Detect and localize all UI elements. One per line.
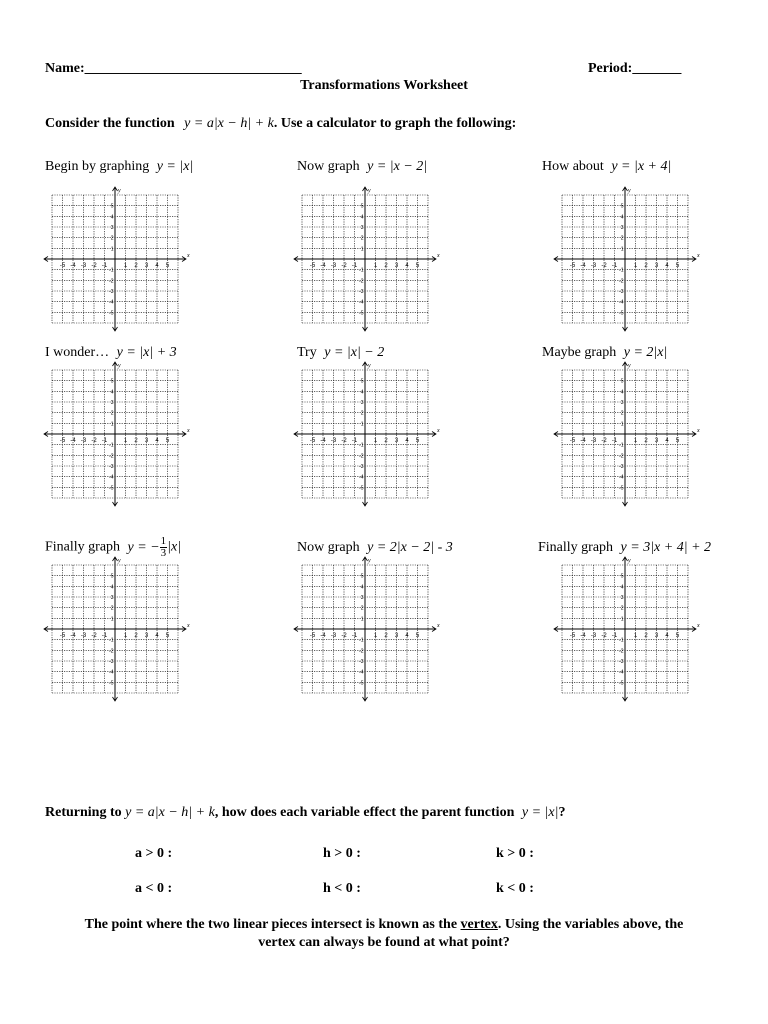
- returning-suffix: ?: [558, 805, 566, 820]
- y-tick-label: 2: [360, 410, 364, 417]
- x-tick-label: -3: [80, 633, 87, 639]
- x-tick-label: -4: [580, 263, 586, 269]
- x-tick-label: 2: [644, 438, 648, 444]
- x-tick-label: -1: [611, 438, 618, 444]
- y-tick-label: 1: [360, 246, 364, 253]
- x-tick-label: -2: [91, 438, 97, 444]
- x-tick-label: -5: [59, 633, 66, 639]
- y-tick-label: 5: [360, 203, 364, 210]
- y-tick-label: 2: [360, 235, 364, 242]
- y-tick-label: -5: [619, 485, 624, 492]
- prompt-3: [542, 159, 671, 175]
- y-tick-label: -1: [109, 637, 114, 644]
- x-tick-label: -5: [309, 263, 316, 269]
- x-tick-label: -3: [330, 633, 337, 639]
- x-tick-label: 5: [415, 263, 420, 269]
- x-tick-label: -3: [80, 438, 87, 444]
- y-tick-label: -3: [359, 464, 364, 470]
- x-tick-label: 3: [144, 263, 149, 269]
- y-tick-label: 2: [110, 235, 114, 242]
- y-tick-label: 2: [620, 605, 624, 612]
- x-tick-label: -4: [580, 438, 586, 444]
- x-axis-label: x: [697, 428, 700, 434]
- y-tick-label: -3: [619, 289, 624, 295]
- prompt-7: [45, 536, 181, 559]
- x-tick-label: -1: [351, 438, 358, 444]
- x-tick-label: 1: [123, 263, 128, 269]
- y-tick-label: 1: [360, 616, 364, 623]
- y-tick-label: -1: [359, 267, 364, 274]
- x-tick-label: -4: [70, 263, 76, 269]
- y-tick-label: 3: [110, 400, 114, 406]
- y-tick-label: 4: [360, 584, 364, 591]
- x-axis-label: x: [187, 253, 190, 259]
- x-tick-label: -2: [91, 633, 97, 639]
- y-tick-label: -5: [109, 680, 114, 687]
- x-tick-label: 2: [384, 633, 388, 639]
- x-axis-label: x: [697, 253, 700, 259]
- x-tick-label: 2: [384, 438, 388, 444]
- prompt-4-equation: y = |x| + 3: [116, 345, 177, 360]
- y-tick-label: 3: [620, 400, 624, 406]
- y-tick-label: -2: [619, 453, 624, 460]
- y-tick-label: -3: [109, 289, 114, 295]
- x-tick-label: -4: [320, 263, 326, 269]
- y-tick-label: -4: [619, 669, 624, 676]
- parent-function: y = |x|: [521, 805, 559, 820]
- fraction-numerator: 1: [160, 535, 167, 547]
- x-tick-label: 5: [415, 438, 420, 444]
- y-tick-label: 3: [360, 595, 364, 601]
- y-tick-label: 3: [110, 225, 114, 231]
- prompt-6-text: Maybe graph: [542, 345, 617, 360]
- x-tick-label: -5: [569, 263, 576, 269]
- y-tick-label: -3: [619, 659, 624, 665]
- x-tick-label: 2: [384, 263, 388, 269]
- y-tick-label: -2: [359, 648, 364, 655]
- closing-line-1: [0, 917, 768, 933]
- closing-line-1-post: . Using the variables above, the: [497, 917, 684, 932]
- prompt-5-text: Try: [297, 345, 317, 360]
- x-tick-label: 2: [134, 438, 138, 444]
- y-tick-label: 5: [620, 203, 624, 210]
- y-tick-label: 1: [110, 421, 114, 428]
- y-tick-label: 4: [360, 389, 364, 396]
- x-tick-label: 3: [394, 633, 399, 639]
- x-tick-label: 2: [134, 263, 138, 269]
- prompt-5: [297, 345, 384, 361]
- returning-equation: y = a|x − h| + k: [125, 805, 215, 820]
- x-tick-label: -4: [320, 438, 326, 444]
- y-tick-label: 4: [620, 389, 624, 396]
- y-tick-label: -2: [109, 453, 114, 460]
- x-tick-label: 5: [675, 438, 680, 444]
- prompt-6: [542, 345, 667, 361]
- y-tick-label: -5: [359, 485, 364, 492]
- y-tick-label: 5: [360, 378, 364, 385]
- x-tick-label: -2: [341, 633, 347, 639]
- coordinate-grid-6[interactable]: [552, 362, 700, 508]
- prompt-3-equation: y = |x + 4|: [611, 159, 672, 174]
- y-axis-label: y: [118, 558, 121, 564]
- prompt-2-text: Now graph: [297, 159, 360, 174]
- returning-question: [45, 805, 565, 821]
- y-axis-label: y: [628, 363, 631, 369]
- x-tick-label: -5: [59, 438, 66, 444]
- x-tick-label: 3: [654, 438, 659, 444]
- x-tick-label: 1: [633, 263, 638, 269]
- y-tick-label: 1: [110, 616, 114, 623]
- y-tick-label: 4: [620, 214, 624, 221]
- y-tick-label: -3: [359, 289, 364, 295]
- y-tick-label: 4: [110, 214, 114, 221]
- x-tick-label: -2: [341, 263, 347, 269]
- y-axis-label: y: [368, 558, 371, 564]
- x-tick-label: -1: [351, 263, 358, 269]
- fraction-denominator: 3: [160, 547, 167, 559]
- closing-line-1-pre: The point where the two linear pieces intersect is known as the: [84, 917, 458, 932]
- prompt-8: [297, 540, 453, 556]
- x-tick-label: -2: [601, 438, 607, 444]
- prompt-1: [45, 159, 193, 175]
- x-axis-label: x: [437, 623, 440, 629]
- x-tick-label: -3: [590, 438, 597, 444]
- x-tick-label: -1: [611, 633, 618, 639]
- coordinate-grid-3[interactable]: [552, 187, 700, 333]
- y-tick-label: -4: [109, 669, 114, 676]
- y-tick-label: -5: [619, 680, 624, 687]
- x-tick-label: 5: [415, 633, 420, 639]
- prompt-3-text: How about: [542, 159, 604, 174]
- coordinate-grid-8[interactable]: [292, 557, 440, 703]
- x-tick-label: -2: [601, 263, 607, 269]
- y-tick-label: 2: [360, 605, 364, 612]
- x-tick-label: 1: [123, 633, 128, 639]
- y-tick-label: -5: [359, 680, 364, 687]
- coordinate-grid-1[interactable]: [42, 187, 190, 333]
- closing-line-2: vertex can always be found at what point?: [258, 935, 510, 950]
- y-tick-label: -1: [109, 267, 114, 274]
- y-axis-label: y: [628, 558, 631, 564]
- x-tick-label: 4: [155, 438, 159, 444]
- x-tick-label: 5: [165, 633, 170, 639]
- y-tick-label: -1: [359, 637, 364, 644]
- x-tick-label: -5: [569, 438, 576, 444]
- coordinate-grid-2[interactable]: [292, 187, 440, 333]
- y-tick-label: -3: [359, 659, 364, 665]
- x-tick-label: -5: [309, 438, 316, 444]
- prompt-7-equation-post: |x|: [167, 539, 182, 555]
- y-tick-label: -5: [109, 310, 114, 317]
- y-tick-label: 5: [620, 573, 624, 580]
- period-field[interactable]: Period:_______: [588, 61, 682, 76]
- y-tick-label: -4: [109, 299, 114, 306]
- x-tick-label: 4: [405, 263, 409, 269]
- y-tick-label: -4: [359, 299, 364, 306]
- y-tick-label: 3: [110, 595, 114, 601]
- name-field[interactable]: Name:_______________________________: [45, 61, 302, 76]
- intro-equation: y = a|x − h| + k: [184, 116, 274, 131]
- a-negative-label: a < 0 :: [135, 881, 173, 896]
- x-tick-label: 4: [665, 633, 669, 639]
- y-tick-label: -2: [619, 278, 624, 285]
- prompt-8-text: Now graph: [297, 540, 360, 555]
- y-tick-label: -2: [619, 648, 624, 655]
- x-tick-label: -4: [320, 633, 326, 639]
- y-tick-label: -4: [359, 669, 364, 676]
- prompt-9-equation: y = 3|x + 4| + 2: [620, 540, 712, 555]
- y-tick-label: -1: [619, 267, 624, 274]
- x-tick-label: -3: [590, 633, 597, 639]
- h-negative-label: h < 0 :: [323, 881, 361, 896]
- x-tick-label: 5: [165, 438, 170, 444]
- y-tick-label: -2: [109, 278, 114, 285]
- x-tick-label: 1: [123, 438, 128, 444]
- y-tick-label: -2: [359, 453, 364, 460]
- x-tick-label: 3: [654, 263, 659, 269]
- y-tick-label: 2: [110, 605, 114, 612]
- a-positive-label: a > 0 :: [135, 846, 173, 861]
- prompt-1-text: Begin by graphing: [45, 159, 150, 174]
- coordinate-grid-4[interactable]: [42, 362, 190, 508]
- x-tick-label: 1: [633, 633, 638, 639]
- y-tick-label: -2: [109, 648, 114, 655]
- y-tick-label: 5: [360, 573, 364, 580]
- y-tick-label: 5: [110, 203, 114, 210]
- x-tick-label: -1: [611, 263, 618, 269]
- x-tick-label: -3: [330, 438, 337, 444]
- x-tick-label: -5: [569, 633, 576, 639]
- prompt-4-text: I wonder…: [45, 345, 110, 360]
- x-tick-label: -4: [70, 438, 76, 444]
- y-tick-label: 2: [620, 410, 624, 417]
- intro-prefix: Consider the function: [45, 116, 175, 131]
- x-axis-label: x: [437, 428, 440, 434]
- vertex-word: vertex: [460, 917, 498, 932]
- x-tick-label: -5: [59, 263, 66, 269]
- x-tick-label: 3: [654, 633, 659, 639]
- x-tick-label: 4: [665, 263, 669, 269]
- y-axis-label: y: [118, 363, 121, 369]
- x-tick-label: -3: [80, 263, 87, 269]
- x-tick-label: 5: [675, 263, 680, 269]
- x-tick-label: -4: [70, 633, 76, 639]
- worksheet-title: Transformations Worksheet: [300, 78, 468, 93]
- x-tick-label: -3: [590, 263, 597, 269]
- x-axis-label: x: [697, 623, 700, 629]
- y-tick-label: 1: [620, 421, 624, 428]
- y-tick-label: 1: [110, 246, 114, 253]
- x-tick-label: 4: [405, 633, 409, 639]
- y-tick-label: 2: [620, 235, 624, 242]
- prompt-6-equation: y = 2|x|: [623, 345, 668, 360]
- y-tick-label: -1: [619, 442, 624, 449]
- k-positive-label: k > 0 :: [496, 846, 534, 861]
- y-tick-label: -1: [359, 442, 364, 449]
- x-tick-label: 5: [165, 263, 170, 269]
- y-tick-label: -1: [109, 442, 114, 449]
- y-tick-label: -4: [109, 474, 114, 481]
- y-tick-label: 1: [620, 616, 624, 623]
- x-axis-label: x: [187, 623, 190, 629]
- x-tick-label: 3: [394, 263, 399, 269]
- returning-middle: , how does each variable effect the parent function: [214, 805, 515, 820]
- k-negative-label: k < 0 :: [496, 881, 534, 896]
- x-tick-label: 4: [665, 438, 669, 444]
- y-tick-label: 5: [110, 573, 114, 580]
- prompt-7-text: Finally graph: [45, 539, 121, 555]
- x-tick-label: 1: [373, 633, 378, 639]
- prompt-9-text: Finally graph: [538, 540, 614, 555]
- y-tick-label: 1: [620, 246, 624, 253]
- x-tick-label: 2: [644, 263, 648, 269]
- x-tick-label: 2: [644, 633, 648, 639]
- intro-suffix: . Use a calculator to graph the following:: [273, 116, 517, 131]
- y-tick-label: 4: [620, 584, 624, 591]
- x-tick-label: -1: [351, 633, 358, 639]
- x-tick-label: -3: [330, 263, 337, 269]
- y-axis-label: y: [118, 188, 121, 194]
- y-tick-label: 3: [360, 400, 364, 406]
- x-axis-label: x: [437, 253, 440, 259]
- h-positive-label: h > 0 :: [323, 846, 361, 861]
- x-tick-label: -5: [309, 633, 316, 639]
- x-tick-label: 4: [155, 633, 159, 639]
- coordinate-grid-9[interactable]: [552, 557, 700, 703]
- y-axis-label: y: [628, 188, 631, 194]
- y-tick-label: -3: [109, 464, 114, 470]
- y-tick-label: 4: [110, 389, 114, 396]
- prompt-9: [538, 540, 711, 556]
- y-tick-label: -3: [109, 659, 114, 665]
- x-tick-label: 1: [373, 263, 378, 269]
- x-axis-label: x: [187, 428, 190, 434]
- x-tick-label: -2: [601, 633, 607, 639]
- x-tick-label: 1: [373, 438, 378, 444]
- intro-line: [45, 116, 516, 132]
- prompt-4: [45, 345, 177, 361]
- y-tick-label: -2: [359, 278, 364, 285]
- x-tick-label: -1: [101, 633, 108, 639]
- x-tick-label: 3: [394, 438, 399, 444]
- prompt-7-equation-pre: y = −: [127, 539, 160, 555]
- y-tick-label: 2: [110, 410, 114, 417]
- x-tick-label: -1: [101, 438, 108, 444]
- x-tick-label: 3: [144, 633, 149, 639]
- prompt-2-equation: y = |x − 2|: [367, 159, 428, 174]
- y-tick-label: -5: [109, 485, 114, 492]
- y-tick-label: -1: [619, 637, 624, 644]
- x-tick-label: 2: [134, 633, 138, 639]
- y-tick-label: 4: [110, 584, 114, 591]
- coordinate-grid-7[interactable]: [42, 557, 190, 703]
- prompt-1-equation: y = |x|: [156, 159, 194, 174]
- y-tick-label: 3: [360, 225, 364, 231]
- y-tick-label: 1: [360, 421, 364, 428]
- x-tick-label: 3: [144, 438, 149, 444]
- y-tick-label: -5: [619, 310, 624, 317]
- y-tick-label: 4: [360, 214, 364, 221]
- y-axis-label: y: [368, 363, 371, 369]
- y-tick-label: -4: [619, 474, 624, 481]
- prompt-8-equation: y = 2|x − 2| - 3: [367, 540, 453, 555]
- y-tick-label: -4: [359, 474, 364, 481]
- x-tick-label: -4: [580, 633, 586, 639]
- y-tick-label: -4: [619, 299, 624, 306]
- y-tick-label: 3: [620, 595, 624, 601]
- prompt-2: [297, 159, 427, 175]
- x-tick-label: 5: [675, 633, 680, 639]
- x-tick-label: -2: [91, 263, 97, 269]
- x-tick-label: 1: [633, 438, 638, 444]
- y-tick-label: 5: [110, 378, 114, 385]
- coordinate-grid-5[interactable]: [292, 362, 440, 508]
- x-tick-label: 4: [155, 263, 159, 269]
- x-tick-label: -2: [341, 438, 347, 444]
- y-axis-label: y: [368, 188, 371, 194]
- returning-prefix: Returning to: [45, 805, 122, 820]
- y-tick-label: 3: [620, 225, 624, 231]
- y-tick-label: 5: [620, 378, 624, 385]
- x-tick-label: -1: [101, 263, 108, 269]
- prompt-5-equation: y = |x| − 2: [324, 345, 385, 360]
- x-tick-label: 4: [405, 438, 409, 444]
- y-tick-label: -3: [619, 464, 624, 470]
- y-tick-label: -5: [359, 310, 364, 317]
